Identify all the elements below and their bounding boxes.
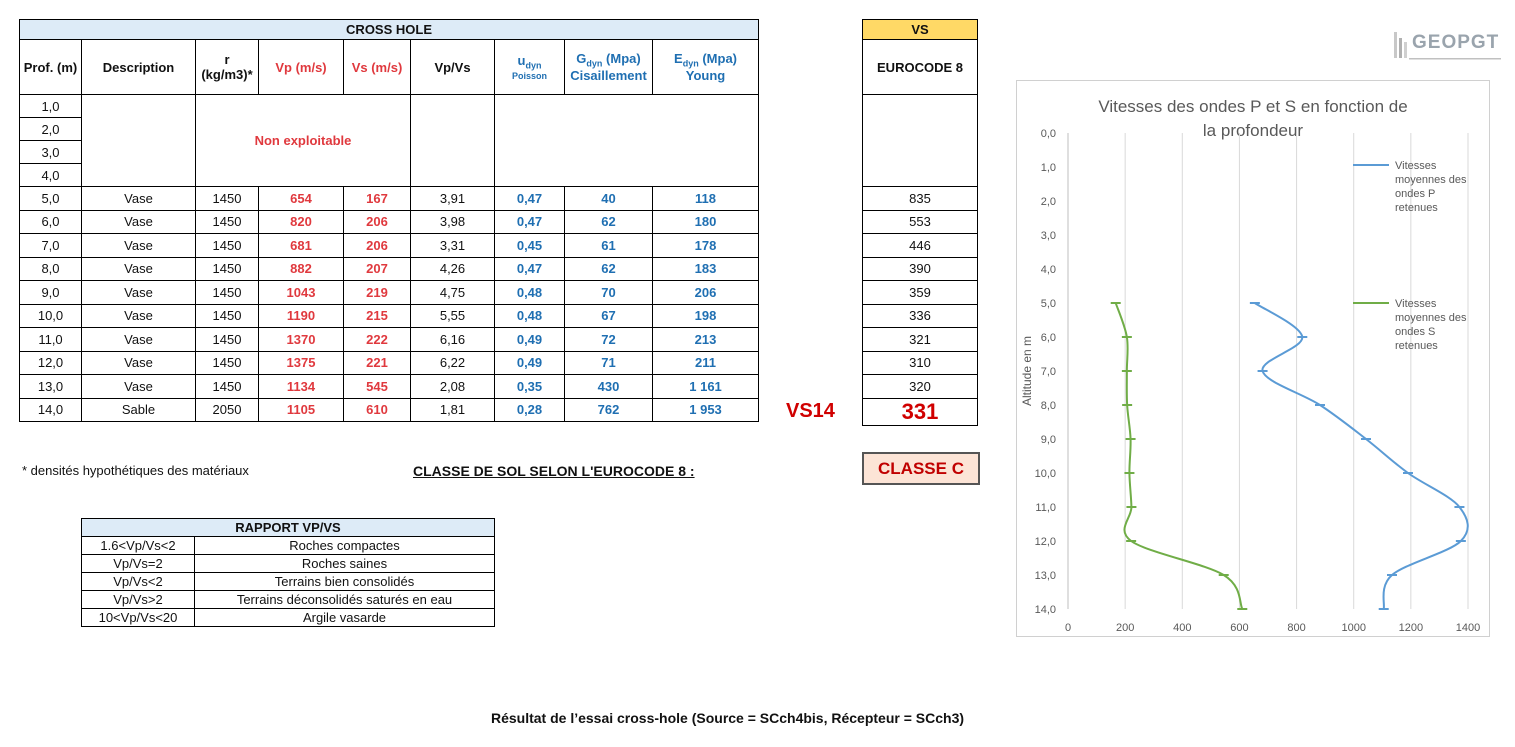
x-tick-label: 600 bbox=[1230, 622, 1249, 634]
table-row bbox=[20, 328, 759, 352]
cell-r: 1450 bbox=[196, 257, 259, 281]
vs-title: VS bbox=[863, 20, 978, 40]
cell-u: 0,28 bbox=[495, 398, 565, 422]
cell-desc: Vase bbox=[82, 281, 196, 305]
depth-cell: 3,0 bbox=[20, 141, 82, 164]
cell-u: 0,49 bbox=[495, 328, 565, 352]
legend-label: moyennes des bbox=[1395, 312, 1467, 324]
x-tick-label: 1400 bbox=[1455, 622, 1481, 634]
cell-prof: 14,0 bbox=[20, 398, 82, 422]
table-row bbox=[20, 257, 759, 281]
chart-title: Vitesses des ondes P et S en fonction de bbox=[1098, 97, 1408, 116]
cell-r: 1450 bbox=[196, 210, 259, 234]
cell-g: 762 bbox=[565, 398, 653, 422]
cell-vpvs: 6,16 bbox=[411, 328, 495, 352]
y-axis-label: Altitude en m bbox=[1020, 335, 1034, 407]
cell-r: 1450 bbox=[196, 187, 259, 211]
ratio-title: RAPPORT VP/VS bbox=[82, 519, 495, 537]
legend-label: Vitesses bbox=[1395, 160, 1437, 172]
cell-g: 62 bbox=[565, 210, 653, 234]
cell-desc: Vase bbox=[82, 234, 196, 258]
cell-e: 211 bbox=[653, 351, 759, 375]
cell-u: 0,47 bbox=[495, 257, 565, 281]
cell-vs: 219 bbox=[344, 281, 411, 305]
velocity-chart-svg bbox=[1017, 81, 1489, 636]
empty-vpvs bbox=[411, 95, 495, 187]
cell-r: 1450 bbox=[196, 304, 259, 328]
table-row bbox=[20, 304, 759, 328]
cell-u: 0,35 bbox=[495, 375, 565, 399]
cell-vpvs: 1,81 bbox=[411, 398, 495, 422]
cell-r: 1450 bbox=[196, 375, 259, 399]
cross-hole-table bbox=[19, 19, 759, 422]
y-tick-label: 6,0 bbox=[1040, 332, 1056, 344]
header-vs: Vs (m/s) bbox=[344, 40, 411, 95]
cell-u: 0,49 bbox=[495, 351, 565, 375]
cell-e: 1 161 bbox=[653, 375, 759, 399]
cell-r: 1450 bbox=[196, 328, 259, 352]
figure-caption: Résultat de l’essai cross-hole (Source = SCch4bis, Récepteur = SCch3) bbox=[490, 710, 965, 726]
x-tick-label: 800 bbox=[1287, 622, 1306, 634]
vs-value-cell: 390 bbox=[863, 257, 978, 281]
cell-desc: Vase bbox=[82, 351, 196, 375]
cell-vp: 1105 bbox=[259, 398, 344, 422]
header-vp: Vp (m/s) bbox=[259, 40, 344, 95]
x-tick-label: 1200 bbox=[1398, 622, 1424, 634]
ratio-meaning: Terrains bien consolidés bbox=[195, 573, 495, 591]
cell-prof: 7,0 bbox=[20, 234, 82, 258]
chart-title: la profondeur bbox=[1202, 121, 1304, 140]
vs-value-cell: 321 bbox=[863, 328, 978, 352]
ratio-range: 10<Vp/Vs<20 bbox=[82, 609, 195, 627]
y-tick-label: 4,0 bbox=[1040, 264, 1056, 276]
y-tick-label: 5,0 bbox=[1040, 298, 1056, 310]
cell-vp: 1134 bbox=[259, 375, 344, 399]
table-row bbox=[20, 351, 759, 375]
vs-value-cell: 446 bbox=[863, 234, 978, 258]
cell-prof: 10,0 bbox=[20, 304, 82, 328]
cell-vpvs: 2,08 bbox=[411, 375, 495, 399]
cell-desc: Vase bbox=[82, 210, 196, 234]
cell-r: 2050 bbox=[196, 398, 259, 422]
cell-vs: 221 bbox=[344, 351, 411, 375]
y-tick-label: 14,0 bbox=[1034, 604, 1056, 616]
table-row bbox=[20, 281, 759, 305]
vs-value-cell: 553 bbox=[863, 210, 978, 234]
header-density: r (kg/m3)* bbox=[196, 40, 259, 95]
cell-g: 72 bbox=[565, 328, 653, 352]
vs14-label: VS14 bbox=[786, 400, 835, 422]
y-tick-label: 12,0 bbox=[1034, 536, 1056, 548]
y-tick-label: 10,0 bbox=[1034, 468, 1056, 480]
cell-vpvs: 4,75 bbox=[411, 281, 495, 305]
cell-prof: 8,0 bbox=[20, 257, 82, 281]
footnote: * densités hypothétiques des matériaux bbox=[22, 463, 249, 478]
legend-label: ondes S bbox=[1395, 326, 1436, 338]
cell-desc: Vase bbox=[82, 257, 196, 281]
cell-vp: 1370 bbox=[259, 328, 344, 352]
depth-cell: 2,0 bbox=[20, 118, 82, 141]
y-tick-label: 1,0 bbox=[1040, 162, 1056, 174]
cross-hole-title: CROSS HOLE bbox=[20, 20, 759, 40]
ratio-meaning: Terrains déconsolidés saturés en eau bbox=[195, 591, 495, 609]
velocity-chart bbox=[1016, 80, 1490, 637]
vs-empty-block bbox=[863, 95, 978, 187]
cell-vp: 1190 bbox=[259, 304, 344, 328]
cell-prof: 12,0 bbox=[20, 351, 82, 375]
y-tick-label: 2,0 bbox=[1040, 196, 1056, 208]
legend-label: retenues bbox=[1395, 202, 1438, 214]
vs-value-cell: 359 bbox=[863, 281, 978, 305]
ratio-row bbox=[82, 537, 495, 555]
y-tick-label: 13,0 bbox=[1034, 570, 1056, 582]
cell-e: 180 bbox=[653, 210, 759, 234]
header-vpvs: Vp/Vs bbox=[411, 40, 495, 95]
legend-label: retenues bbox=[1395, 340, 1438, 352]
cell-desc: Vase bbox=[82, 304, 196, 328]
cell-vp: 820 bbox=[259, 210, 344, 234]
vs-value-cell: 835 bbox=[863, 187, 978, 211]
cell-u: 0,45 bbox=[495, 234, 565, 258]
cell-vpvs: 3,31 bbox=[411, 234, 495, 258]
vs14-value: 331 bbox=[863, 398, 978, 425]
cell-g: 61 bbox=[565, 234, 653, 258]
header-edyn: $E_{dyn}$ (Mpa) Young bbox=[653, 40, 759, 95]
ratio-range: Vp/Vs=2 bbox=[82, 555, 195, 573]
logo-text: GEOPGT bbox=[1412, 32, 1500, 53]
cell-prof: 9,0 bbox=[20, 281, 82, 305]
x-tick-label: 200 bbox=[1115, 622, 1135, 634]
ratio-row bbox=[82, 591, 495, 609]
ratio-meaning: Argile vasarde bbox=[195, 609, 495, 627]
ratio-table bbox=[81, 518, 495, 627]
ratio-range: 1.6<Vp/Vs<2 bbox=[82, 537, 195, 555]
y-tick-label: 7,0 bbox=[1040, 366, 1056, 378]
cell-prof: 6,0 bbox=[20, 210, 82, 234]
cell-desc: Sable bbox=[82, 398, 196, 422]
header-prof: Prof. (m) bbox=[20, 40, 82, 95]
cell-vpvs: 5,55 bbox=[411, 304, 495, 328]
cell-u: 0,48 bbox=[495, 281, 565, 305]
cell-r: 1450 bbox=[196, 234, 259, 258]
classe-label: CLASSE DE SOL SELON L'EUROCODE 8 : bbox=[413, 463, 695, 479]
cell-g: 40 bbox=[565, 187, 653, 211]
y-tick-label: 9,0 bbox=[1040, 434, 1056, 446]
cell-g: 62 bbox=[565, 257, 653, 281]
cell-vp: 882 bbox=[259, 257, 344, 281]
legend-label: moyennes des bbox=[1395, 174, 1467, 186]
geopgt-logo bbox=[1392, 28, 1502, 64]
ratio-row bbox=[82, 573, 495, 591]
table-row bbox=[20, 210, 759, 234]
cell-vp: 654 bbox=[259, 187, 344, 211]
y-tick-label: 0,0 bbox=[1040, 128, 1056, 140]
empty-dyn bbox=[495, 95, 759, 187]
empty-description bbox=[82, 95, 196, 187]
cell-vs: 206 bbox=[344, 210, 411, 234]
table-row bbox=[20, 234, 759, 258]
x-tick-label: 0 bbox=[1064, 622, 1072, 634]
y-tick-label: 3,0 bbox=[1040, 230, 1056, 242]
depth-cell: 4,0 bbox=[20, 164, 82, 187]
ratio-meaning: Roches saines bbox=[195, 555, 495, 573]
s-wave-line bbox=[1116, 303, 1243, 609]
x-tick-label: 400 bbox=[1173, 622, 1192, 634]
vs-subtitle: EUROCODE 8 bbox=[863, 40, 978, 95]
vs-eurocode-table bbox=[862, 19, 978, 426]
vs-value-cell: 320 bbox=[863, 375, 978, 399]
ratio-row bbox=[82, 609, 495, 627]
non-exploitable-label: Non exploitable bbox=[196, 95, 411, 187]
cell-vpvs: 3,98 bbox=[411, 210, 495, 234]
ratio-range: Vp/Vs>2 bbox=[82, 591, 195, 609]
cell-vs: 222 bbox=[344, 328, 411, 352]
header-udyn: $u_{dyn}$ Poisson bbox=[495, 40, 565, 95]
cell-u: 0,48 bbox=[495, 304, 565, 328]
header-description: Description bbox=[82, 40, 196, 95]
x-tick-label: 1000 bbox=[1341, 622, 1366, 634]
ratio-range: Vp/Vs<2 bbox=[82, 573, 195, 591]
cell-vpvs: 3,91 bbox=[411, 187, 495, 211]
header-gdyn: $G_{dyn}$ (Mpa) Cisaillement bbox=[565, 40, 653, 95]
cell-vp: 1375 bbox=[259, 351, 344, 375]
cell-prof: 13,0 bbox=[20, 375, 82, 399]
cell-e: 178 bbox=[653, 234, 759, 258]
ratio-meaning: Roches compactes bbox=[195, 537, 495, 555]
classe-badge: CLASSE C bbox=[862, 452, 980, 485]
cell-e: 1 953 bbox=[653, 398, 759, 422]
ratio-row bbox=[82, 555, 495, 573]
cell-vp: 1043 bbox=[259, 281, 344, 305]
cell-r: 1450 bbox=[196, 281, 259, 305]
cell-prof: 5,0 bbox=[20, 187, 82, 211]
cell-g: 71 bbox=[565, 351, 653, 375]
table-row bbox=[20, 375, 759, 399]
cell-g: 430 bbox=[565, 375, 653, 399]
cell-e: 198 bbox=[653, 304, 759, 328]
cell-e: 118 bbox=[653, 187, 759, 211]
cell-vs: 207 bbox=[344, 257, 411, 281]
cell-r: 1450 bbox=[196, 351, 259, 375]
depth-cell: 1,0 bbox=[20, 95, 82, 118]
cell-desc: Vase bbox=[82, 187, 196, 211]
cell-e: 206 bbox=[653, 281, 759, 305]
cell-vs: 610 bbox=[344, 398, 411, 422]
cell-desc: Vase bbox=[82, 328, 196, 352]
cell-g: 67 bbox=[565, 304, 653, 328]
cell-desc: Vase bbox=[82, 375, 196, 399]
cell-vs: 167 bbox=[344, 187, 411, 211]
table-row bbox=[20, 187, 759, 211]
cell-vpvs: 6,22 bbox=[411, 351, 495, 375]
cell-u: 0,47 bbox=[495, 187, 565, 211]
cell-u: 0,47 bbox=[495, 210, 565, 234]
cell-g: 70 bbox=[565, 281, 653, 305]
legend-label: ondes P bbox=[1395, 188, 1436, 200]
cell-vpvs: 4,26 bbox=[411, 257, 495, 281]
cell-vs: 215 bbox=[344, 304, 411, 328]
y-tick-label: 8,0 bbox=[1040, 400, 1056, 412]
cell-prof: 11,0 bbox=[20, 328, 82, 352]
vs-value-cell: 336 bbox=[863, 304, 978, 328]
legend-label: Vitesses bbox=[1395, 298, 1437, 310]
cell-e: 183 bbox=[653, 257, 759, 281]
y-tick-label: 11,0 bbox=[1035, 502, 1056, 514]
cell-vs: 206 bbox=[344, 234, 411, 258]
cell-vs: 545 bbox=[344, 375, 411, 399]
cell-e: 213 bbox=[653, 328, 759, 352]
vs-value-cell: 310 bbox=[863, 351, 978, 375]
cell-vp: 681 bbox=[259, 234, 344, 258]
table-row bbox=[20, 398, 759, 422]
